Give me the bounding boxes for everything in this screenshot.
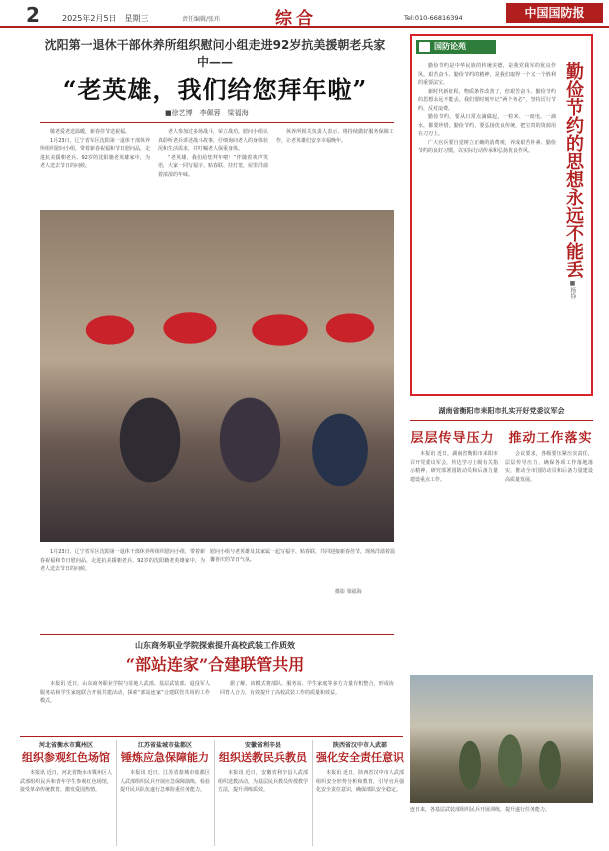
paragraph: 1月23日，辽宁省军区沈阳第一退休干部休养所组织慰问小组，带着新春祝福和节日慰问品，走进抗美援朝老兵、92岁的沈阳籍老英雄家中，为老人送去节日的问候。 [40,549,205,572]
main-article-title: “老英雄，我们给您拜年啦” [62,75,368,104]
paragraph: 本报讯 近日，陕西省汉中市人武部组织安全形势分析和教育，引导官兵强化安全责任意识，确保部队安全稳定。 [316,770,404,793]
paragraph: 老人参加过多场战斗，荣立战功。慰问小组认真聆听老兵讲述战斗故事，仔细询问老人的身体状况和生活需求，并叮嘱老人保重身体。 [158,129,268,152]
divider [410,420,593,421]
column-rule [312,740,313,846]
divider [40,634,394,635]
paragraph: 本报讯 近日，江苏省盐城市盐都区人武部组织民兵开展应急保障演练，检验提升民兵队伍遂行急难险重任务能力。 [120,770,210,793]
bottom-article-title: 组织参观红色场馆 [22,751,110,764]
article2-column [40,680,210,732]
bottom-article-kicker: 陕西省汉中市人武部 [332,742,387,749]
article3-photo [410,675,593,803]
paragraph: 会议要求，各级要压紧压实责任，层层传导压力，确保各项工作落地落实，推动全市国防动员和后备力量建设高质量发展。 [505,451,593,483]
commentary-badge: 国防论苑 [416,40,496,54]
paragraph: 本报讯 近日，安徽省利辛县人武部组织送教活动，为基层民兵教员传授教学方法，提升训练质效。 [218,770,308,793]
paragraph: 本报讯 近日，河北省衡水市冀州区人武部组织民兵和青年学生参观红色场馆，接受革命传统教育，激发爱国热情。 [20,770,112,793]
paragraph: 休养所相关负责人表示，将持续做好服务保障工作，让老英雄们安享幸福晚年。 [276,129,394,144]
paragraph: 敬老爱老送温暖，新春佳节送祝福。 [50,129,131,135]
bottom-article [20,740,112,851]
editor-credit: 责任编辑/张玮 [182,16,221,23]
newspaper-logo: 中国国防报 [506,3,603,23]
main-article-byline: ■徐艺博 李佩蓉 梁福海 [165,109,249,117]
article3-column [410,450,498,670]
paragraph: 本报讯 近日，山东商务职业学院与驻地人武部、基层武装部、退役军人服务站和学生家庭联合开展共建活动，探索“部站连家”合建联管共用的工作模式。 [40,681,210,704]
article3-photo-caption: 连日来，各基层武装部组织民兵开展训练，提升遂行任务能力。 [410,807,551,813]
bottom-article [218,740,308,851]
divider [40,122,394,123]
bottom-article-kicker: 江苏省盐城市盐都区 [137,742,192,749]
article3-kicker: 湖南省衡阳市耒阳市扎实开好党委议军会 [438,407,565,415]
paragraph: 勤俭节约是中华民族的传统美德，是我党我军的优良作风。艰苦奋斗、勤俭节约的精神，是我们取得一个又一个胜利的重要法宝。 [418,63,556,86]
bottom-article-title: 组织送教民兵教员 [219,751,307,764]
bottom-article-text [218,769,308,851]
paragraph: 1月23日，辽宁省军区沈阳第一退休干部休养所组织慰问小组，带着新春祝福和节日慰问品，走进抗美援朝老兵、92岁的沈阳籍老英雄家中，为老人送去节日的问候。 [40,137,150,169]
column-rule [214,740,215,846]
commentary-author: ■杨铮 [569,280,576,299]
main-article-column [276,128,394,206]
section-title: 综合 [275,9,317,29]
bottom-article-text [120,769,210,851]
bottom-article-kicker: 河北省衡水市冀州区 [38,742,93,749]
bottom-article-kicker: 安徽省利辛县 [244,742,281,749]
bottom-article [120,740,210,851]
issue-date: 2025年2月5日 星期三 [62,14,149,23]
article2-column [220,680,394,732]
article3-title: 层层传导压力 推动工作落实 [410,431,593,446]
article2-title: “部站连家”合建联管共用 [125,655,305,674]
bottom-article-title: 强化安全责任意识 [316,751,404,764]
article3-column [505,450,593,670]
main-article-column [40,548,205,630]
column-rule [116,740,117,846]
column-logo-icon [419,42,430,52]
main-article-kicker: 沈阳第一退休干部休养所组织慰问小组走进92岁抗美援朝老兵家中—— [44,38,386,69]
paragraph: 本报讯 近日，湖南省衡阳市耒阳市召开党委议军会，传达学习上级有关指示精神，研究部署国防动员和后备力量建设重点工作。 [410,451,498,483]
paragraph: 据了解，该模式将部队、服务站、学生家庭等多方力量有机整合，形成协同育人合力，有效提升了高校武装工作的质量和效益。 [220,681,394,696]
commentary-text [418,62,556,388]
photo-credit: 摄影 梁福海 [335,589,362,595]
paragraph: 勤俭节约，要从日常点滴做起，一粒米、一度电、一滴水，都要珍惜。勤俭节约，要弘扬优良传统，把宝贵的资源用在刀刃上。 [418,114,556,137]
bottom-article-text [20,769,112,851]
page-number: 2 [26,3,40,27]
paragraph: 广大官兵要自觉树立正确的消费观，养成艰苦朴素、勤俭节约的良好习惯，以实际行动传承和弘扬优良作风。 [418,139,556,154]
main-article-column [40,128,150,206]
bottom-article-title: 锤炼应急保障能力 [121,751,209,764]
commentary-title: 勤俭节约的思想永远不能丢 [563,62,584,278]
paragraph: 新时代新征程，物质条件改善了，但艰苦奋斗、勤俭节约的思想永远不能丢。我们要时刻牢记“两个务必”，坚持厉行节约、反对浪费。 [418,88,556,112]
main-photo [40,210,394,542]
contact-tel: Tel:010-66816394 [404,14,463,22]
main-article-column [158,128,268,206]
article2-kicker: 山东商务职业学院探索提升高校武装工作质效 [135,641,295,650]
paragraph: “老英雄，我们给您拜年啦！”伴随着欢声笑语，大家一同写福字、贴春联、挂灯笼，屋里洋溢着浓浓的年味。 [158,154,268,178]
photo-caption: 慰问小组与老英雄及其家属一起写福字、贴春联，共同迎接新春佳节，现场洋溢着温馨喜庆的节日气氛。 [210,549,396,563]
bottom-article-text [316,769,404,851]
bottom-article [316,740,404,851]
divider [20,736,403,737]
